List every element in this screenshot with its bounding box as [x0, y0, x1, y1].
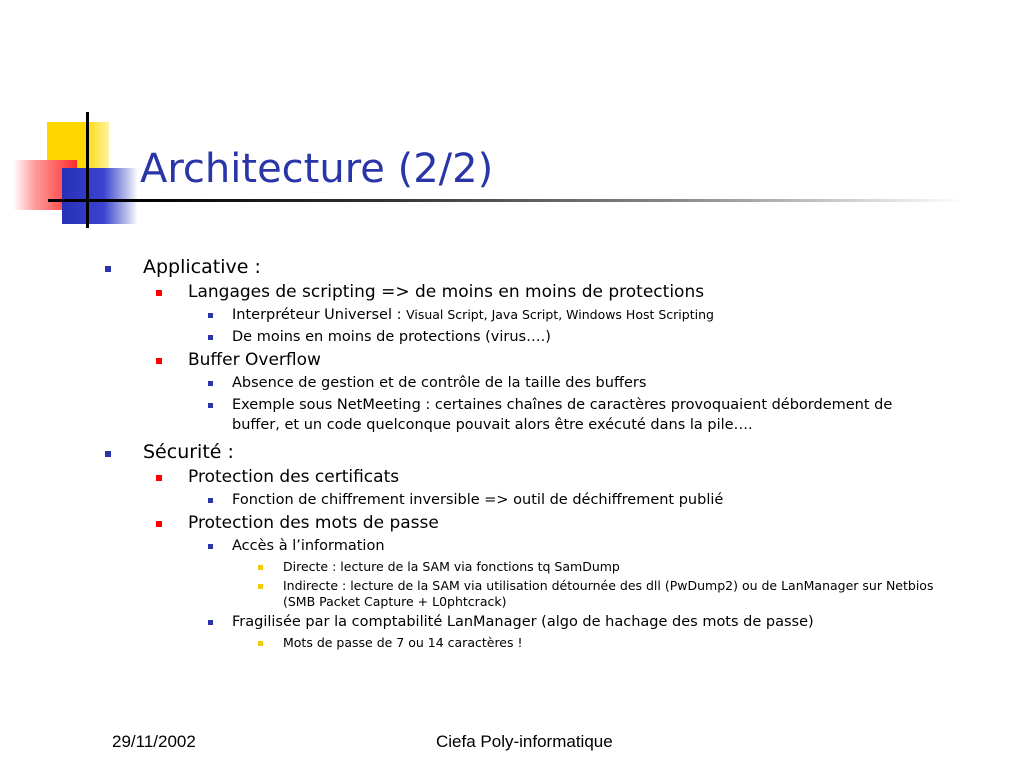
square-bullet-icon	[156, 358, 162, 364]
bullet-text: Buffer Overflow	[188, 350, 321, 370]
bullet-text: Applicative :	[143, 256, 261, 278]
bullet-mots-de-passe	[0, 512, 1024, 534]
footer-organization: Ciefa Poly-informatique	[436, 732, 613, 751]
logo-vertical-line	[86, 112, 89, 228]
square-bullet-icon	[156, 290, 162, 296]
bullet-text: Accès à l’information	[232, 538, 385, 554]
bullet-text: Mots de passe de 7 ou 14 caractères !	[283, 635, 523, 650]
footer-date: 29/11/2002	[112, 732, 196, 751]
bullet-absence	[0, 373, 1024, 393]
square-bullet-icon	[156, 521, 162, 527]
square-bullet-icon	[258, 641, 263, 646]
bullet-applicative	[0, 255, 1024, 279]
bullet-longueur	[0, 635, 1024, 651]
square-bullet-icon	[105, 451, 111, 457]
bullet-certificats	[0, 466, 1024, 488]
bullet-scripting	[0, 281, 1024, 303]
square-bullet-icon	[208, 403, 213, 408]
bullet-text: Protection des certificats	[188, 467, 400, 487]
logo-horizontal-line	[48, 199, 148, 202]
bullet-text: Protection des mots de passe	[188, 513, 439, 533]
bullet-text: Directe : lecture de la SAM via fonctions tq SamDump	[283, 559, 620, 574]
bullet-text: Indirecte : lecture de la SAM via utilisation détournée des dll (PwDump2) ou de LanManager sur Netbios (SMB Packet Capture + L0phtcrack)	[283, 578, 934, 609]
square-bullet-icon	[156, 475, 162, 481]
bullet-text: Sécurité :	[143, 441, 234, 463]
square-bullet-icon	[105, 266, 111, 272]
slide-title: Architecture (2/2)	[140, 146, 494, 192]
interpreter-detail: Visual Script, Java Script, Windows Host Scripting	[406, 307, 714, 322]
bullet-text: Exemple sous NetMeeting : certaines chaînes de caractères provoquaient débordement de buffer, et un code quelconque pouvait alors être exécuté dans la pile….	[232, 397, 893, 433]
bullet-text: Absence de gestion et de contrôle de la taille des buffers	[232, 375, 647, 391]
blue-square	[62, 168, 138, 224]
square-bullet-icon	[208, 313, 213, 318]
bullet-interpreter	[0, 305, 1024, 325]
square-bullet-icon	[208, 620, 213, 625]
bullet-directe	[0, 559, 1024, 575]
square-bullet-icon	[258, 565, 263, 570]
bullet-fonction-chiffrement	[0, 490, 1024, 510]
bullet-less-protection	[0, 327, 1024, 347]
title-underline	[135, 199, 965, 202]
square-bullet-icon	[208, 381, 213, 386]
bullet-text: Fonction de chiffrement inversible => outil de déchiffrement publié	[232, 492, 724, 508]
slide-body	[0, 252, 1024, 651]
square-bullet-icon	[258, 584, 263, 589]
bullet-text: Fragilisée par la comptabilité LanManager (algo de hachage des mots de passe)	[232, 614, 814, 630]
bullet-fragilisee	[0, 612, 1024, 632]
bullet-text: Langages de scripting => de moins en moins de protections	[188, 282, 705, 302]
bullet-netmeeting-example	[0, 395, 1024, 435]
bullet-buffer-overflow	[0, 349, 1024, 371]
square-bullet-icon	[208, 498, 213, 503]
bullet-text: De moins en moins de protections (virus….)	[232, 329, 551, 345]
interpreter-prefix: Interpréteur Universel :	[232, 307, 407, 323]
bullet-indirecte	[0, 578, 1024, 610]
bullet-text	[232, 305, 944, 325]
slide-logo-decoration	[0, 0, 160, 240]
square-bullet-icon	[208, 335, 213, 340]
bullet-securite	[0, 440, 1024, 464]
bullet-acces-information	[0, 536, 1024, 556]
square-bullet-icon	[208, 544, 213, 549]
